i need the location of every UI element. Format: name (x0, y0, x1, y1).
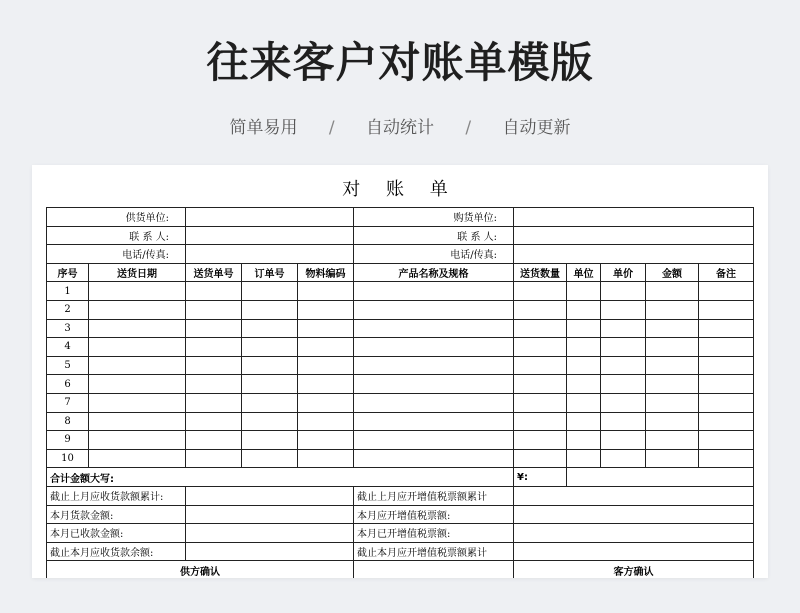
table-cell[interactable] (601, 393, 646, 412)
table-cell[interactable] (354, 412, 514, 431)
col-header-unit-price: 单价 (601, 263, 646, 282)
tag-separator: / (465, 118, 472, 138)
table-cell[interactable] (298, 393, 354, 412)
table-cell[interactable] (242, 300, 298, 319)
summary-value[interactable] (514, 486, 754, 505)
summary-value[interactable] (186, 486, 354, 505)
table-cell[interactable] (298, 375, 354, 394)
table-row (47, 393, 754, 412)
table-cell[interactable] (242, 282, 298, 301)
table-cell[interactable] (601, 356, 646, 375)
table-cell[interactable] (699, 338, 754, 357)
table-cell[interactable] (699, 300, 754, 319)
tagline (0, 113, 800, 138)
table-cell[interactable] (186, 431, 242, 450)
table-cell[interactable] (567, 375, 601, 394)
contact-value-left[interactable] (186, 226, 354, 245)
table-cell[interactable] (242, 338, 298, 357)
table-cell[interactable] (567, 356, 601, 375)
table-cell[interactable] (298, 282, 354, 301)
table-cell[interactable] (699, 431, 754, 450)
table-cell[interactable] (242, 412, 298, 431)
table-cell[interactable] (646, 449, 699, 468)
table-cell[interactable] (354, 338, 514, 357)
row-index: 6 (47, 375, 89, 394)
table-cell[interactable] (298, 338, 354, 357)
table-row (47, 412, 754, 431)
col-header-amount: 金额 (646, 263, 699, 282)
table-cell[interactable] (186, 319, 242, 338)
table-cell[interactable] (514, 449, 567, 468)
table-cell[interactable] (242, 375, 298, 394)
table-cell[interactable] (89, 375, 186, 394)
table-cell[interactable] (514, 393, 567, 412)
table-cell[interactable] (567, 300, 601, 319)
summary-value[interactable] (186, 524, 354, 543)
row-index: 4 (47, 338, 89, 357)
table-cell[interactable] (186, 338, 242, 357)
table-cell[interactable] (186, 393, 242, 412)
table-cell[interactable] (646, 282, 699, 301)
table-cell[interactable] (89, 449, 186, 468)
summary-label-month-received: 本月已收款金额: (47, 524, 186, 543)
table-cell[interactable] (514, 375, 567, 394)
table-cell[interactable] (646, 338, 699, 357)
total-row (47, 468, 754, 487)
table-cell[interactable] (514, 412, 567, 431)
row-index: 3 (47, 319, 89, 338)
col-header-product-spec: 产品名称及规格 (354, 263, 514, 282)
table-cell[interactable] (601, 412, 646, 431)
customer-confirm-label: 客方确认 (514, 561, 754, 578)
table-cell[interactable] (89, 356, 186, 375)
total-amount-label: 合计金额大写: (47, 468, 514, 487)
table-cell[interactable] (699, 449, 754, 468)
table-cell[interactable] (646, 300, 699, 319)
table-cell[interactable] (354, 300, 514, 319)
table-cell[interactable] (514, 282, 567, 301)
table-cell[interactable] (699, 393, 754, 412)
table-cell[interactable] (89, 300, 186, 319)
table-cell[interactable] (699, 375, 754, 394)
buyer-label: 购货单位: (354, 208, 514, 227)
table-cell[interactable] (601, 300, 646, 319)
row-index: 5 (47, 356, 89, 375)
table-cell[interactable] (646, 356, 699, 375)
table-cell[interactable] (514, 431, 567, 450)
table-cell[interactable] (298, 356, 354, 375)
table-cell[interactable] (646, 319, 699, 338)
phone-label-right: 电话/传真: (354, 245, 514, 264)
table-cell[interactable] (242, 356, 298, 375)
table-cell[interactable] (646, 393, 699, 412)
table-cell[interactable] (298, 449, 354, 468)
summary-value[interactable] (514, 524, 754, 543)
info-row-phone (47, 245, 754, 264)
table-cell[interactable] (567, 412, 601, 431)
table-cell[interactable] (601, 375, 646, 394)
table-row (47, 431, 754, 450)
summary-label-month-invoiced: 本月已开增值税票额: (354, 524, 514, 543)
table-cell[interactable] (89, 393, 186, 412)
table-row (47, 319, 754, 338)
row-index: 7 (47, 393, 89, 412)
table-cell[interactable] (601, 282, 646, 301)
table-cell[interactable] (646, 431, 699, 450)
table-cell[interactable] (186, 356, 242, 375)
contact-value-right[interactable] (514, 226, 754, 245)
summary-value[interactable] (186, 505, 354, 524)
table-cell[interactable] (699, 319, 754, 338)
supplier-value[interactable] (186, 208, 354, 227)
total-amount-value[interactable] (567, 468, 754, 487)
table-row (47, 338, 754, 357)
col-header-delivery-date: 送货日期 (89, 263, 186, 282)
table-cell[interactable] (354, 282, 514, 301)
table-cell[interactable] (646, 412, 699, 431)
table-cell[interactable] (89, 338, 186, 357)
table-cell[interactable] (514, 338, 567, 357)
summary-row (47, 524, 754, 543)
col-header-quantity: 送货数量 (514, 263, 567, 282)
col-header-unit: 单位 (567, 263, 601, 282)
tag-easy: 简单易用 (229, 118, 298, 138)
table-cell[interactable] (298, 431, 354, 450)
buyer-value[interactable] (514, 208, 754, 227)
col-header-delivery-no: 送货单号 (186, 263, 242, 282)
phone-value-left[interactable] (186, 245, 354, 264)
col-header-order-no: 订单号 (242, 263, 298, 282)
row-index: 1 (47, 282, 89, 301)
statement-table (46, 207, 754, 578)
table-cell[interactable] (354, 375, 514, 394)
row-index: 8 (47, 412, 89, 431)
table-cell[interactable] (601, 449, 646, 468)
table-cell[interactable] (601, 431, 646, 450)
row-index: 10 (47, 449, 89, 468)
phone-label-left: 电话/传真: (47, 245, 186, 264)
table-cell[interactable] (699, 282, 754, 301)
contact-label-left: 联 系 人: (47, 226, 186, 245)
table-row (47, 282, 754, 301)
supplier-label: 供货单位: (47, 208, 186, 227)
summary-label-invoice-balance: 截止本月应开增值税票额累计 (354, 542, 514, 561)
supplier-confirm-label: 供方确认 (47, 561, 354, 578)
summary-row (47, 505, 754, 524)
contact-label-right: 联 系 人: (354, 226, 514, 245)
table-cell[interactable] (699, 412, 754, 431)
sheet-title: 对 账 单 (342, 179, 458, 200)
table-cell[interactable] (186, 412, 242, 431)
info-row-contact (47, 226, 754, 245)
table-row (47, 300, 754, 319)
table-cell[interactable] (567, 431, 601, 450)
table-cell[interactable] (601, 338, 646, 357)
table-cell[interactable] (514, 356, 567, 375)
currency-label: ¥: (514, 468, 567, 487)
table-cell[interactable] (89, 431, 186, 450)
col-header-remarks: 备注 (699, 263, 754, 282)
table-row (47, 375, 754, 394)
table-cell[interactable] (89, 319, 186, 338)
summary-label-month-amount: 本月货款金额: (47, 505, 186, 524)
tag-auto-update: 自动更新 (502, 118, 571, 138)
table-cell[interactable] (354, 449, 514, 468)
page-title: 往来客户对账单模版 (206, 38, 594, 87)
table-cell[interactable] (567, 449, 601, 468)
phone-value-right[interactable] (514, 245, 754, 264)
summary-row (47, 486, 754, 505)
table-cell[interactable] (89, 282, 186, 301)
table-cell[interactable] (186, 300, 242, 319)
table-cell[interactable] (298, 319, 354, 338)
table-cell[interactable] (186, 375, 242, 394)
table-cell[interactable] (601, 319, 646, 338)
table-cell[interactable] (567, 393, 601, 412)
summary-label-prev-receivable: 截止上月应收货款额累计: (47, 486, 186, 505)
table-cell[interactable] (567, 282, 601, 301)
table-cell[interactable] (298, 412, 354, 431)
summary-row (47, 542, 754, 561)
table-cell[interactable] (354, 356, 514, 375)
summary-value[interactable] (186, 542, 354, 561)
row-index: 2 (47, 300, 89, 319)
table-cell[interactable] (242, 319, 298, 338)
table-cell[interactable] (567, 319, 601, 338)
table-cell[interactable] (89, 412, 186, 431)
table-header-row (47, 263, 754, 282)
table-cell[interactable] (646, 375, 699, 394)
statement-sheet (32, 165, 768, 578)
signature-spacer (354, 561, 514, 578)
col-header-material-code: 物料编码 (298, 263, 354, 282)
summary-value[interactable] (514, 542, 754, 561)
col-header-index: 序号 (47, 263, 89, 282)
table-cell[interactable] (186, 282, 242, 301)
table-cell[interactable] (354, 431, 514, 450)
table-cell[interactable] (242, 449, 298, 468)
table-row (47, 449, 754, 468)
table-cell[interactable] (514, 319, 567, 338)
info-row-supplier (47, 208, 754, 227)
summary-label-prev-invoice: 截止上月应开增值税票额累计 (354, 486, 514, 505)
table-cell[interactable] (186, 449, 242, 468)
summary-label-month-invoice-due: 本月应开增值税票额: (354, 505, 514, 524)
row-index: 9 (47, 431, 89, 450)
summary-value[interactable] (514, 505, 754, 524)
signature-row (47, 561, 754, 578)
table-cell[interactable] (514, 300, 567, 319)
table-cell[interactable] (298, 300, 354, 319)
table-cell[interactable] (354, 319, 514, 338)
table-row (47, 356, 754, 375)
tag-separator: / (328, 118, 335, 138)
table-cell[interactable] (354, 393, 514, 412)
table-cell[interactable] (242, 431, 298, 450)
tag-auto-stats: 自动统计 (366, 118, 434, 138)
summary-label-balance: 截止本月应收货款余额: (47, 542, 186, 561)
table-cell[interactable] (699, 356, 754, 375)
table-cell[interactable] (242, 393, 298, 412)
table-cell[interactable] (567, 338, 601, 357)
